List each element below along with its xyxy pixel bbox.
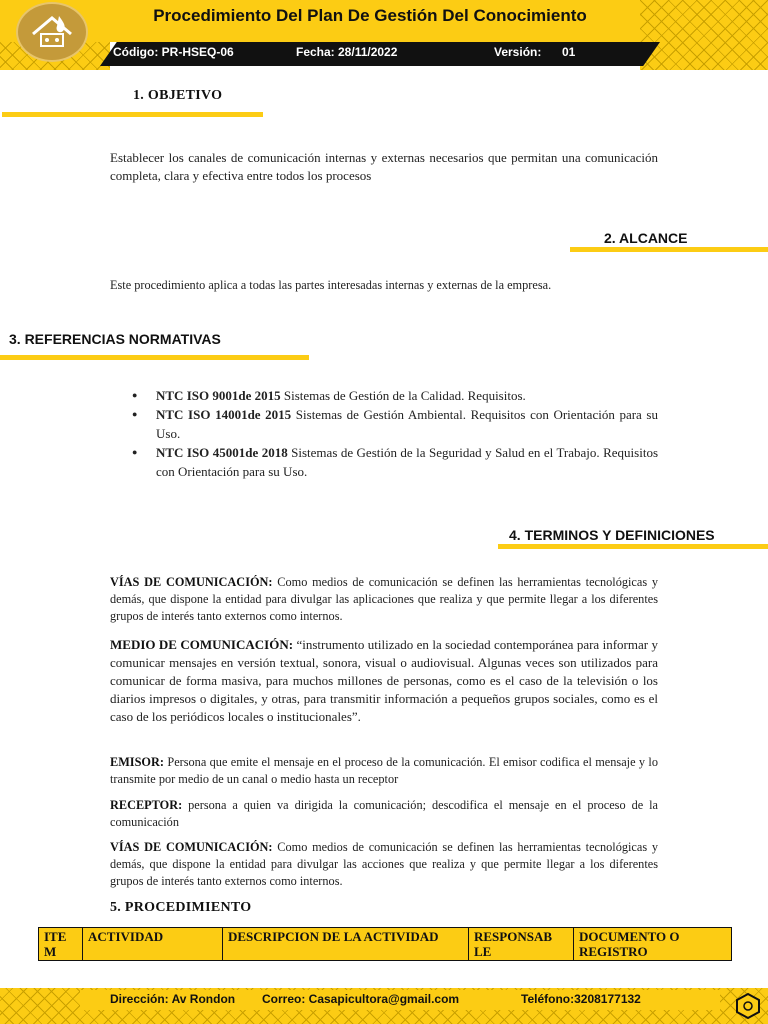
- procedimiento-table: [38, 927, 732, 961]
- document-code: Código: PR-HSEQ-06: [113, 45, 234, 59]
- list-item: ● NTC ISO 14001de 2015 Sistemas de Gestión Ambiental. Requisitos con Orientación para su Uso.: [110, 405, 658, 443]
- alcance-underline: [570, 247, 768, 252]
- version-label: Versión:: [494, 45, 542, 59]
- objetivo-underline: [2, 112, 263, 117]
- referencias-heading: 3. REFERENCIAS NORMATIVAS: [9, 331, 221, 347]
- table-header-row: [39, 928, 732, 961]
- referencias-underline: [0, 355, 309, 360]
- column-header: DOCUMENTO O REGISTRO: [574, 928, 732, 961]
- definicion-medio: MEDIO DE COMUNICACIÓN: “instrumento utilizado en la sociedad contemporánea para informar y comunicar mensajes en versión textual, sonora, visual o audiovisual. Algunas veces son utilizados para comunicar de forma masiva, para muchos millones de personas, como es el caso de la televisión o los diarios impresos o digitales, y otras, para transmitir información a pequeños grupos sociales, como es el caso de los periódicos locales o institucionales”.: [110, 637, 659, 724]
- company-logo: [16, 2, 88, 62]
- version-value: 01: [562, 45, 576, 59]
- hexagon-icon: [734, 992, 762, 1020]
- alcance-heading: 2. ALCANCE: [604, 230, 688, 246]
- column-header: RESPONSAB LE: [469, 928, 574, 961]
- definicion-vias-1: VÍAS DE COMUNICACIÓN: Como medios de comunicación se definen las herramientas tecnológicas y demás, que dispone la entidad para divulgar las aplicaciones que realiza y que permite llegar a los diferentes grupos de interés tanto externos como internos.: [110, 575, 659, 623]
- procedimiento-heading: 5. PROCEDIMIENTO: [110, 900, 252, 915]
- column-header: ITE M: [39, 928, 83, 961]
- column-header: DESCRIPCION DE LA ACTIVIDAD: [223, 928, 469, 961]
- alcance-text: Este procedimiento aplica a todas las partes interesadas internas y externas de la empresa.: [110, 278, 552, 292]
- header-pattern: [640, 0, 768, 70]
- objetivo-text: Establecer los canales de comunicación internas y externas necesarios que permitan una comunicación completa, clara y efectiva entre todos los procesos: [110, 150, 658, 183]
- document-date: Fecha: 28/11/2022: [296, 45, 398, 59]
- objetivo-heading: 1. OBJETIVO: [133, 88, 223, 103]
- definicion-vias-2: VÍAS DE COMUNICACIÓN: Como medios de comunicación se definen las herramientas tecnológicas y demás, que dispone la entidad para divulgar las acciones que realiza y que permite llegar a los diferentes grupos de interés tanto externos como internos.: [110, 840, 659, 888]
- footer-email: Correo: Casapicultora@gmail.com: [262, 992, 460, 1006]
- definicion-receptor: RECEPTOR: persona a quien va dirigida la comunicación; descodifica el mensaje en el proceso de la comunicación: [110, 798, 658, 829]
- definicion-emisor: EMISOR: Persona que emite el mensaje en el proceso de la comunicación. El emisor codifica el mensaje y lo transmite por medio de un canal o medio hasta un receptor: [110, 755, 658, 786]
- logo-emblem-icon: [29, 12, 75, 52]
- list-item: ● NTC ISO 9001de 2015 Sistemas de Gestión de la Calidad. Requisitos.: [110, 386, 658, 405]
- footer-phone: Teléfono:3208177132: [521, 992, 641, 1006]
- column-header: ACTIVIDAD: [83, 928, 223, 961]
- list-item: ● NTC ISO 45001de 2018 Sistemas de Gestión de la Seguridad y Salud en el Trabajo. Requisitos con Orientación para su Uso.: [110, 443, 658, 481]
- terminos-heading: 4. TERMINOS Y DEFINICIONES: [509, 527, 715, 543]
- document-title: Procedimiento Del Plan De Gestión Del Conocimiento: [153, 6, 587, 25]
- referencias-list: [110, 386, 658, 481]
- footer-address: Dirección: Av Rondon: [110, 992, 236, 1006]
- terminos-underline: [498, 544, 768, 549]
